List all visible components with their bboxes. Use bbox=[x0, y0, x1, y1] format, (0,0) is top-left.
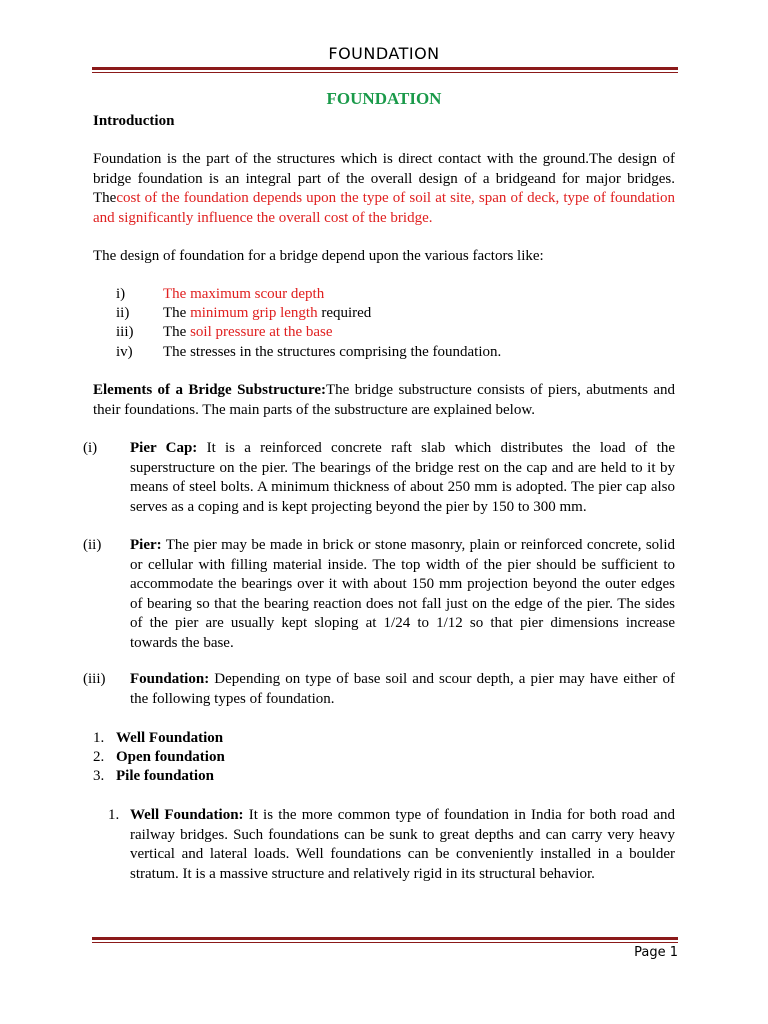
running-header-title: FOUNDATION bbox=[328, 44, 440, 63]
factor-text: The stresses in the structures comprising the foundation. bbox=[163, 344, 502, 360]
well-foundation-paragraph: Well Foundation: It is the more common type of foundation in India for both road and railway bridges. Such foundations can be sunk to great depths and can carry very heavy vertical and lateral loads. Well foundations can be conveniently installed in a boulder stratum. It is a massive structure and relatively rigid in its structural behavior. bbox=[130, 807, 675, 882]
part-num: (iii) bbox=[83, 671, 106, 687]
footer-rule bbox=[92, 937, 678, 943]
part-foundation: Foundation: Depending on type of base soil and scour depth, a pier may have either of the following types of foundation. bbox=[130, 671, 675, 707]
factors-intro: The design of foundation for a bridge depend upon the various factors like: bbox=[93, 248, 544, 264]
type-num: 2. bbox=[93, 749, 105, 765]
page-title: FOUNDATION bbox=[326, 89, 442, 108]
type-label: Well Foundation bbox=[116, 730, 224, 746]
factor-text: The minimum grip length required bbox=[163, 305, 372, 321]
type-label: Pile foundation bbox=[116, 768, 214, 784]
factor-text: The soil pressure at the base bbox=[163, 324, 333, 340]
intro-paragraph: Foundation is the part of the structures which is direct contact with the ground.The design of bridge foundation is an integral part of the overall design of a bridgeand for major bridges. Thecost of the foundation depends upon the type of soil at site, span of deck, type of foundation and significantly influence the overall cost of the bridge. bbox=[93, 151, 675, 226]
factor-num: iii) bbox=[116, 324, 134, 340]
part-pier: Pier: The pier may be made in brick or stone masonry, plain or reinforced concrete, solid or cellular with filling material inside. The top width of the pier should be sufficient to accommodate the bearings over it with about 150 mm projection beyond the outer edges of bearing so that the bearing reaction does not fall just on the edge of the pier. The sides of the pier are usually kept sloping at 1/24 to 1/12 so that pier dimensions increase towards the base. bbox=[130, 537, 675, 651]
well-num: 1. bbox=[108, 807, 120, 823]
factor-num: iv) bbox=[116, 344, 133, 360]
type-num: 3. bbox=[93, 768, 105, 784]
type-label: Open foundation bbox=[116, 749, 225, 765]
elements-paragraph: Elements of a Bridge Substructure:The bridge substructure consists of piers, abutments and their foundations. The main parts of the substructure are explained below. bbox=[93, 382, 675, 418]
factor-text: The maximum scour depth bbox=[163, 286, 325, 302]
part-num: (ii) bbox=[83, 537, 102, 553]
part-pier-cap: Pier Cap: It is a reinforced concrete raft slab which distributes the load of the superstructure on the pier. The bearings of the bridge rest on the cap and are held to it by means of steel bolts. A minimum thickness of about 250 mm is adopted. The pier cap also serves as a coping and is kept projecting beyond the pier by 150 to 300 mm. bbox=[130, 440, 675, 515]
intro-heading: Introduction bbox=[93, 113, 175, 129]
type-num: 1. bbox=[93, 730, 105, 746]
page-number: Page 1 bbox=[634, 945, 678, 960]
factor-num: ii) bbox=[116, 305, 130, 321]
factor-num: i) bbox=[116, 286, 126, 302]
part-num: (i) bbox=[83, 440, 98, 456]
header-rule bbox=[92, 67, 678, 73]
